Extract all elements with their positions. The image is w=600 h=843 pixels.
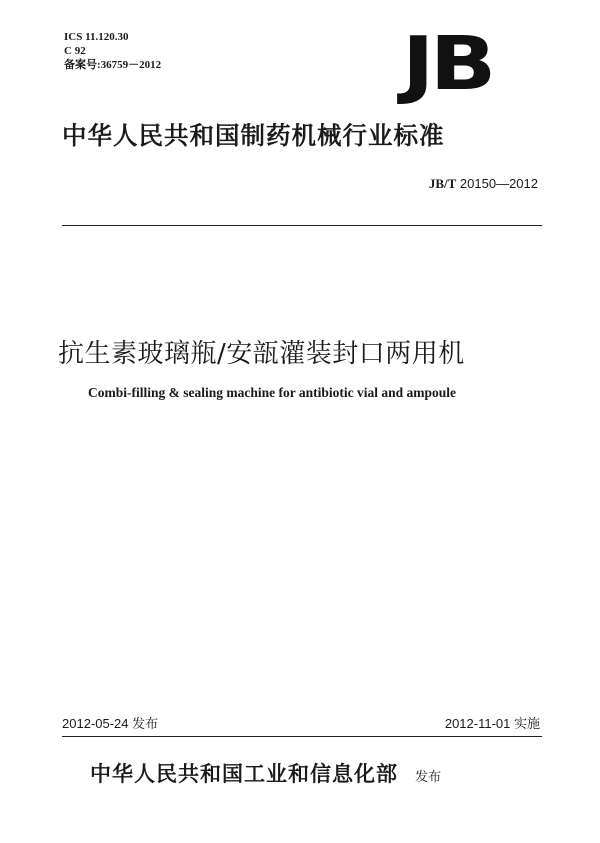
- standard-number-prefix: JB/T: [428, 176, 457, 191]
- document-title-cn: 抗生素玻璃瓶/安瓿灌装封口两用机: [58, 339, 465, 369]
- bottom-divider: [62, 736, 542, 737]
- publisher: [90, 758, 441, 788]
- record-number: 备案号:36759－2012: [64, 59, 162, 71]
- standard-number: [429, 176, 538, 192]
- classification-codes: [64, 30, 161, 72]
- ics-code: ICS 11.120.30: [64, 31, 129, 43]
- standard-number-value: 20150—2012: [459, 176, 538, 191]
- publisher-action: 发布: [415, 770, 442, 785]
- publisher-name: 中华人民共和国工业和信息化部: [90, 762, 398, 786]
- issue-date: 2012-05-24 发布: [62, 716, 159, 731]
- top-divider: [62, 225, 542, 226]
- document-title-en: Combi-filling & sealing machine for antibiotic vial and ampoule: [88, 385, 457, 400]
- org-title: 中华人民共和国制药机械行业标准: [62, 121, 445, 150]
- implementation-date: 2012-11-01 实施: [444, 716, 540, 731]
- jb-logo: JB: [402, 21, 492, 107]
- ccs-code: C 92: [64, 45, 86, 57]
